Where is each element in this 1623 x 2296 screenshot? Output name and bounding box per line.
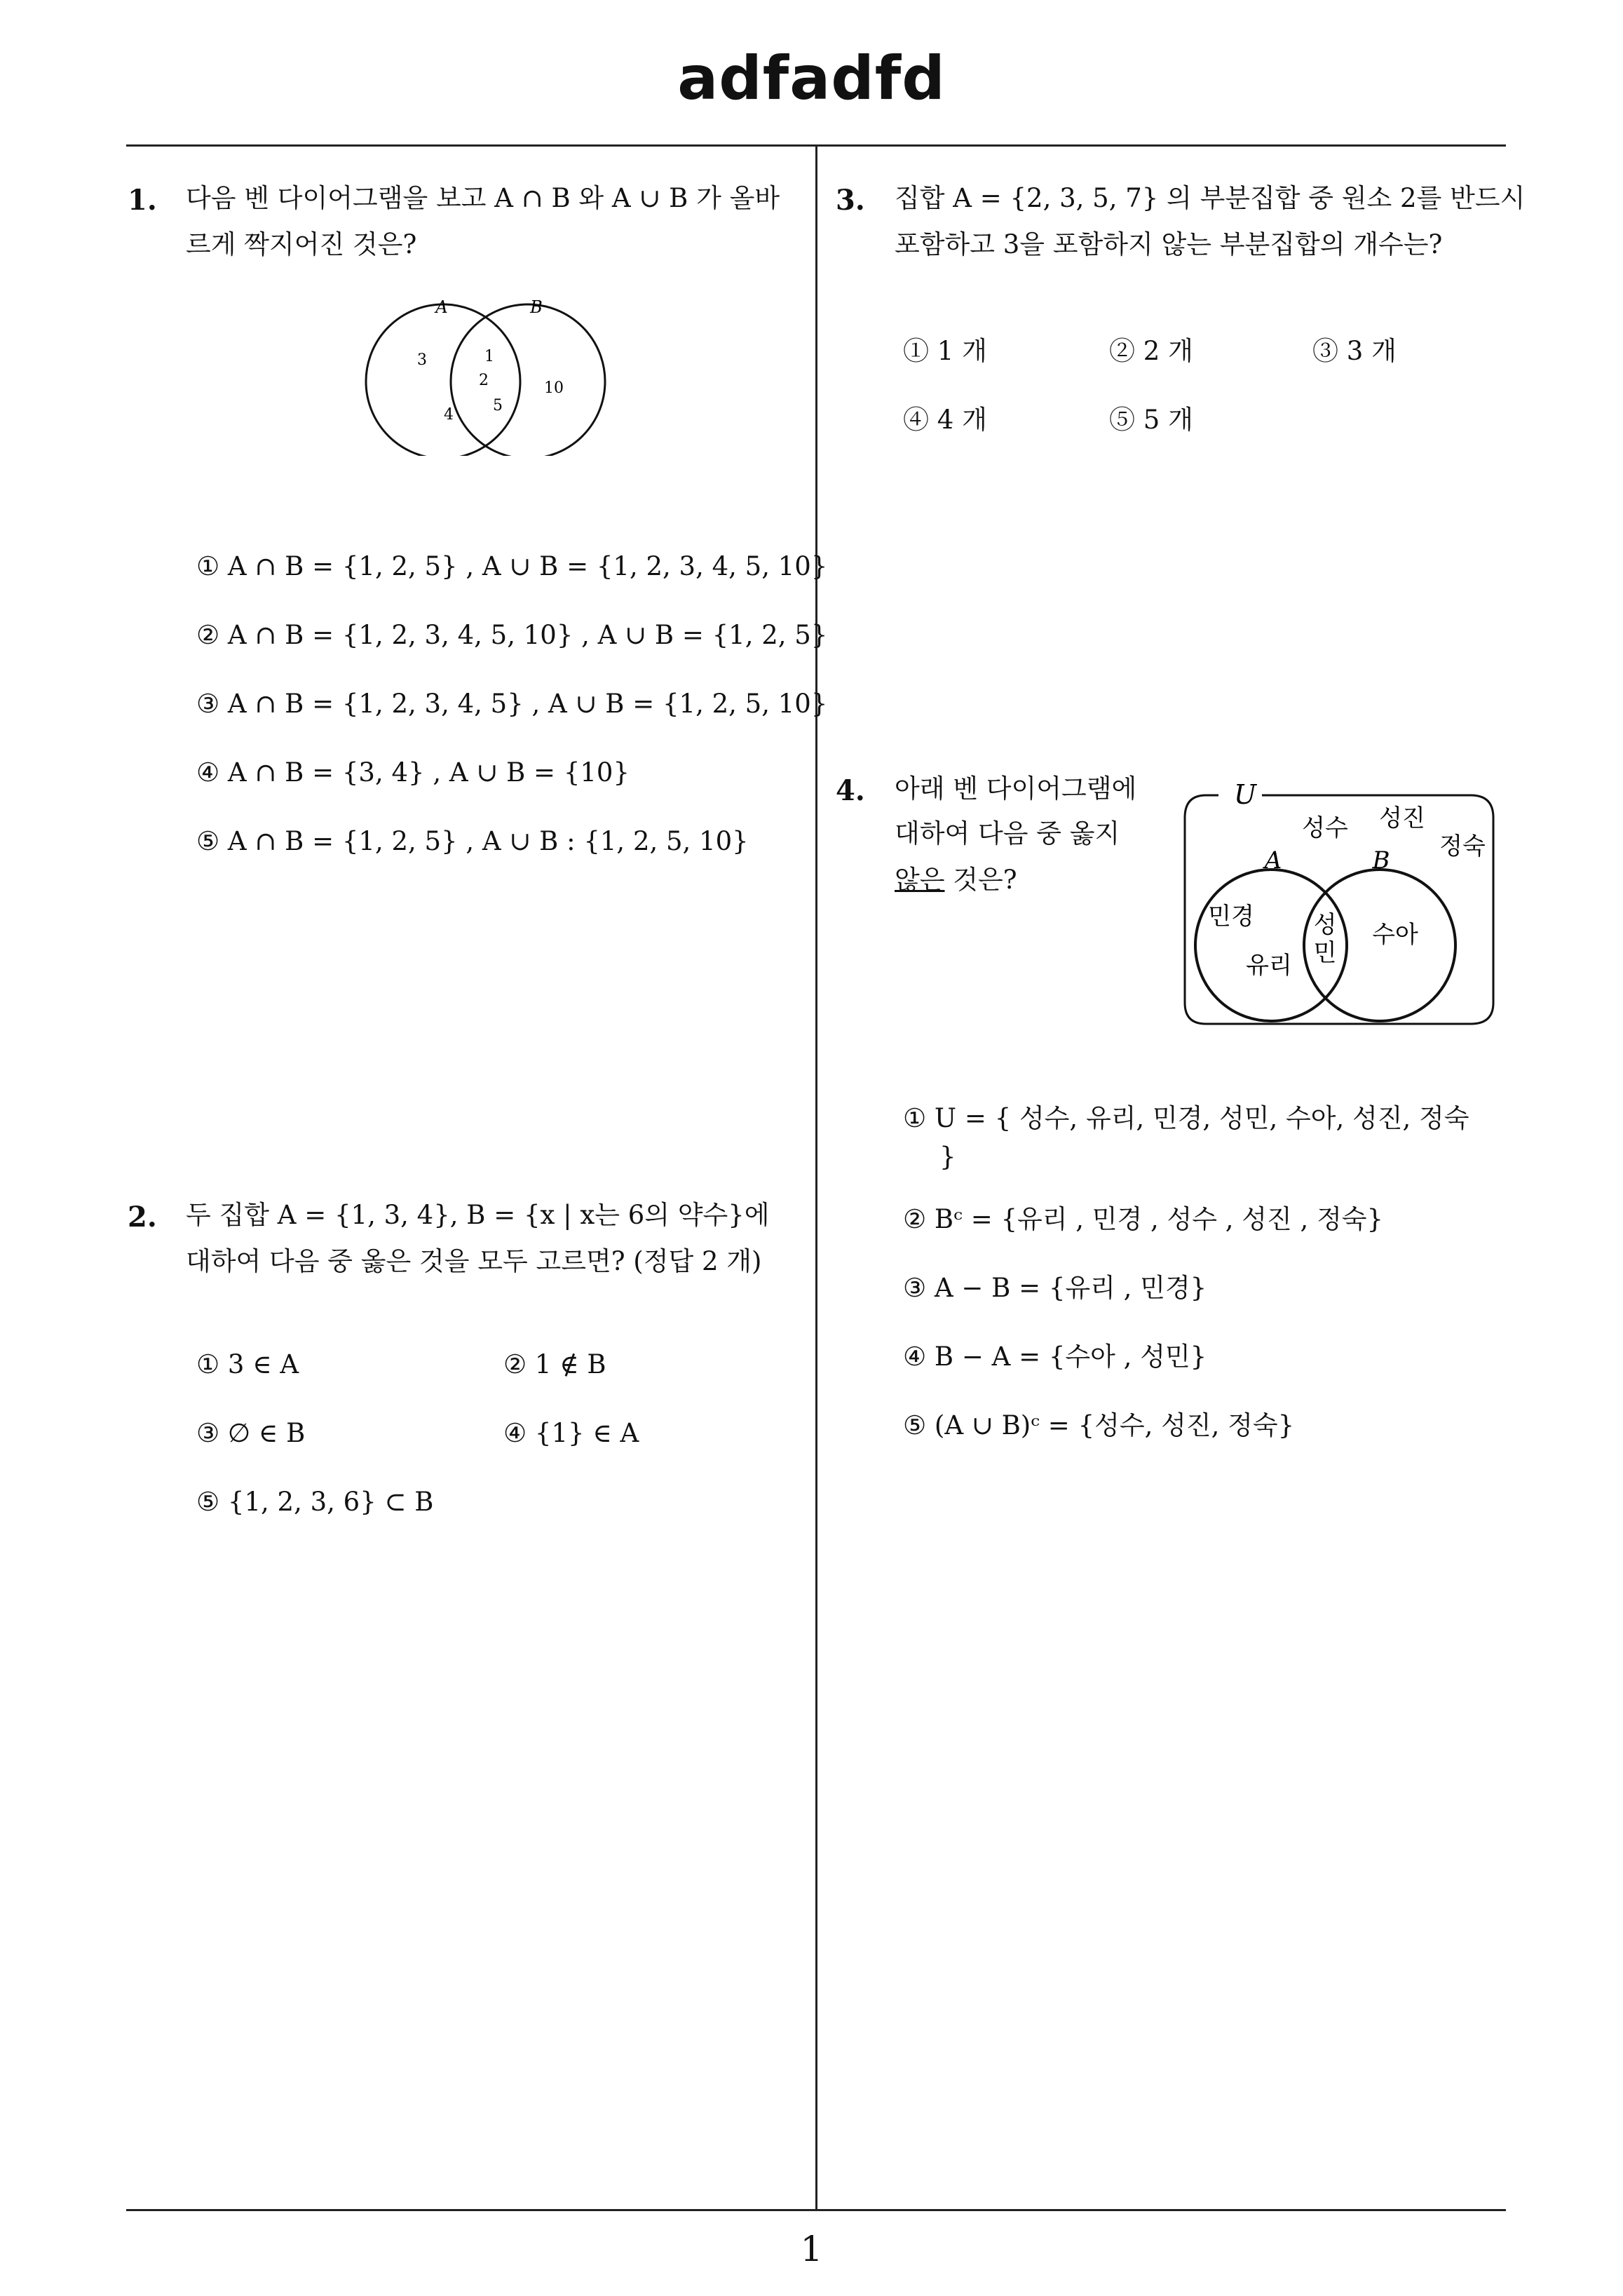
venn-value: 민경 xyxy=(1208,903,1254,931)
q3-option-3[interactable]: ③ 3 개 xyxy=(1312,336,1397,366)
underlined-word: 않은 xyxy=(895,865,945,895)
venn-diagram-q4 xyxy=(1183,771,1499,1031)
page-number: 1 xyxy=(800,2229,823,2269)
venn-label-a: A xyxy=(1264,846,1282,874)
question-4-line-2: 대하여 다음 중 옳지 xyxy=(895,818,1120,849)
venn-value: 1 xyxy=(484,348,494,365)
venn-value: 2 xyxy=(479,372,489,389)
q2-option-4[interactable]: ④ {1} ∈ A xyxy=(503,1418,639,1448)
venn-value: 5 xyxy=(493,397,503,414)
q1-option-2[interactable]: ② A ∩ B = {1, 2, 3, 4, 5, 10} , A ∪ B = {1, 2, 5} xyxy=(196,620,828,650)
venn-label-b: B xyxy=(530,297,543,317)
venn-label-b: B xyxy=(1372,846,1390,874)
venn-value: 정숙 xyxy=(1439,832,1486,860)
q3-option-1[interactable]: ① 1 개 xyxy=(903,336,987,366)
venn-value: 수아 xyxy=(1372,921,1418,949)
question-2-line-2: 대하여 다음 중 옳은 것을 모두 고르면? (정답 2 개) xyxy=(186,1246,762,1276)
venn-diagram-q1 xyxy=(365,295,645,456)
q4-option-3[interactable]: ③ A − B = {유리 , 민경} xyxy=(903,1273,1207,1303)
q2-option-5[interactable]: ⑤ {1, 2, 3, 6} ⊂ B xyxy=(196,1487,434,1517)
q3-option-4[interactable]: ④ 4 개 xyxy=(903,405,987,435)
set-a-circle xyxy=(366,304,520,456)
q4-option-2[interactable]: ② Bᶜ = {유리 , 민경 , 성수 , 성진 , 정숙} xyxy=(903,1204,1384,1234)
q1-option-4[interactable]: ④ A ∩ B = {3, 4} , A ∪ B = {10} xyxy=(196,757,630,788)
q1-option-1[interactable]: ① A ∩ B = {1, 2, 5} , A ∪ B = {1, 2, 3, 4, 5, 10} xyxy=(196,551,828,581)
venn-value: 유리 xyxy=(1246,952,1292,980)
q3-option-2[interactable]: ② 2 개 xyxy=(1109,336,1193,366)
question-4-line-3 xyxy=(895,857,1017,903)
q2-option-2[interactable]: ② 1 ∉ B xyxy=(503,1349,606,1379)
q1-option-5[interactable]: ⑤ A ∩ B = {1, 2, 5} , A ∪ B : {1, 2, 5, 10} xyxy=(196,826,749,856)
question-3-line-2: 포함하고 3을 포함하지 않는 부분집합의 개수는? xyxy=(895,229,1443,259)
venn-value: 민 xyxy=(1313,939,1337,967)
page-title: adfadfd xyxy=(677,43,946,114)
venn-value: 10 xyxy=(544,379,564,397)
question-number: 4. xyxy=(836,774,865,807)
q4-option-1-continued: } xyxy=(939,1142,956,1172)
question-1-line-2: 르게 짝지어진 것은? xyxy=(186,229,417,259)
question-2-line-1: 두 집합 A = {1, 3, 4}, B = {x | x는 6의 약수}에 xyxy=(186,1200,770,1230)
q1-option-3[interactable]: ③ A ∩ B = {1, 2, 3, 4, 5} , A ∪ B = {1, 2, 5, 10} xyxy=(196,689,828,719)
column-divider xyxy=(815,146,817,2210)
venn-value: 3 xyxy=(417,351,427,369)
q4-option-1[interactable]: ① U = { 성수, 유리, 민경, 성민, 수아, 성진, 정숙 xyxy=(903,1103,1469,1133)
venn-label-u: U xyxy=(1233,779,1257,810)
venn-value: 성수 xyxy=(1302,814,1348,842)
venn-value: 성진 xyxy=(1379,804,1425,832)
question-1-line-1: 다음 벤 다이어그램을 보고 A ∩ B 와 A ∪ B 가 올바 xyxy=(186,183,780,213)
footer-rule xyxy=(126,2209,1506,2211)
q4-option-4[interactable]: ④ B − A = {수아 , 성민} xyxy=(903,1342,1207,1372)
venn-value: 성 xyxy=(1313,911,1337,939)
set-b-circle xyxy=(451,304,605,456)
venn-label-a: A xyxy=(435,297,448,317)
question-number: 2. xyxy=(128,1201,157,1234)
q3-option-5[interactable]: ⑤ 5 개 xyxy=(1109,405,1193,435)
q4-option-5[interactable]: ⑤ (A ∪ B)ᶜ = {성수, 성진, 정숙} xyxy=(903,1410,1295,1440)
question-number: 1. xyxy=(128,184,157,217)
question-4-line-3-rest: 것은? xyxy=(944,865,1017,895)
venn-value: 4 xyxy=(444,406,454,424)
question-number: 3. xyxy=(836,184,865,217)
question-4-line-1: 아래 벤 다이어그램에 xyxy=(895,774,1137,804)
q2-option-3[interactable]: ③ ∅ ∈ B xyxy=(196,1418,306,1448)
question-3-line-1: 집합 A = {2, 3, 5, 7} 의 부분집합 중 원소 2를 반드시 xyxy=(895,183,1526,213)
q2-option-1[interactable]: ① 3 ∈ A xyxy=(196,1349,299,1379)
